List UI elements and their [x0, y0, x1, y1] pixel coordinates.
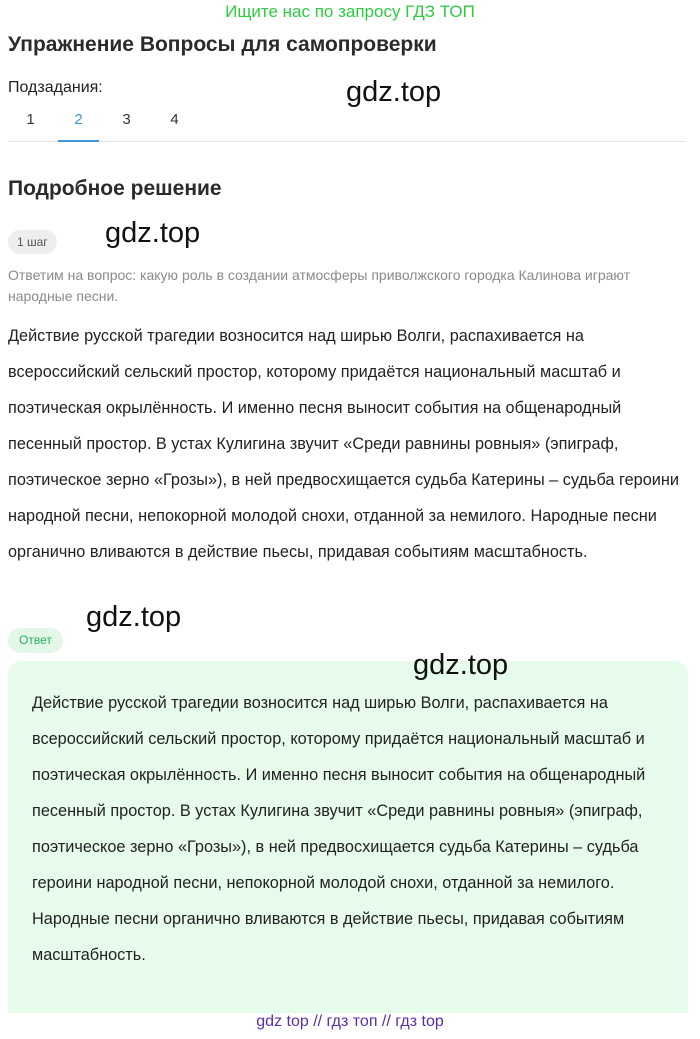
- subtask-tabs: [8, 110, 686, 142]
- subtask-tab-2[interactable]: 2: [56, 110, 101, 142]
- answer-box: [8, 661, 688, 1013]
- answer-badge: Ответ: [8, 628, 63, 653]
- watermark: gdz.top: [413, 649, 509, 681]
- subtasks-label: Подзадания:: [8, 79, 103, 96]
- exercise-title: Упражнение Вопросы для самопроверки: [8, 33, 437, 56]
- step-question: Ответим на вопрос: какую роль в создании атмосферы приволжского городка Калинова играют народные песни.: [8, 267, 631, 304]
- promo-banner: Ищите нас по запросу ГДЗ ТОП: [225, 2, 475, 21]
- watermark: gdz.top: [105, 217, 201, 249]
- watermark: gdz.top: [346, 76, 442, 108]
- answer-text: Действие русской трагедии возносится над ширью Волги, распахивается на всероссийский сельский простор, которому придаётся национальный масштаб и поэтическая окрылённость. И именно песня выносит события на общенародный песенный простор. В устах Кулигина звучит «Среди равнины ровныя» (эпиграф, поэтическое зерно «Грозы»), в ней предвосхищается судьба Катерины – судьба героини народной песни, непокорной молодой снохи, отданной за немилого. Народные песни органично вливаются в действие пьесы, придавая событиям масштабность.: [32, 694, 646, 964]
- subtask-tab-1[interactable]: 1: [26, 111, 35, 128]
- solution-text: Действие русской трагедии возносится над ширью Волги, распахивается на всероссийский сельский простор, которому придаётся национальный масштаб и поэтическая окрылённость. И именно песня выносит события на общенародный песенный простор. В устах Кулигина звучит «Среди равнины ровныя» (эпиграф, поэтическое зерно «Грозы»), в ней предвосхищается судьба Катерины – судьба героини народной песни, непокорной молодой снохи, отданной за немилого. Народные песни органично вливаются в действие пьесы, придавая событиям масштабность.: [8, 327, 679, 561]
- solution-title: Подробное решение: [8, 177, 222, 200]
- subtask-tab-3[interactable]: 3: [122, 111, 131, 128]
- footer-links[interactable]: gdz top // гдз топ // гдз top: [256, 1013, 444, 1030]
- step-badge: 1 шаг: [8, 230, 57, 254]
- watermark: gdz.top: [86, 601, 182, 633]
- subtask-tab-4[interactable]: 4: [170, 111, 179, 128]
